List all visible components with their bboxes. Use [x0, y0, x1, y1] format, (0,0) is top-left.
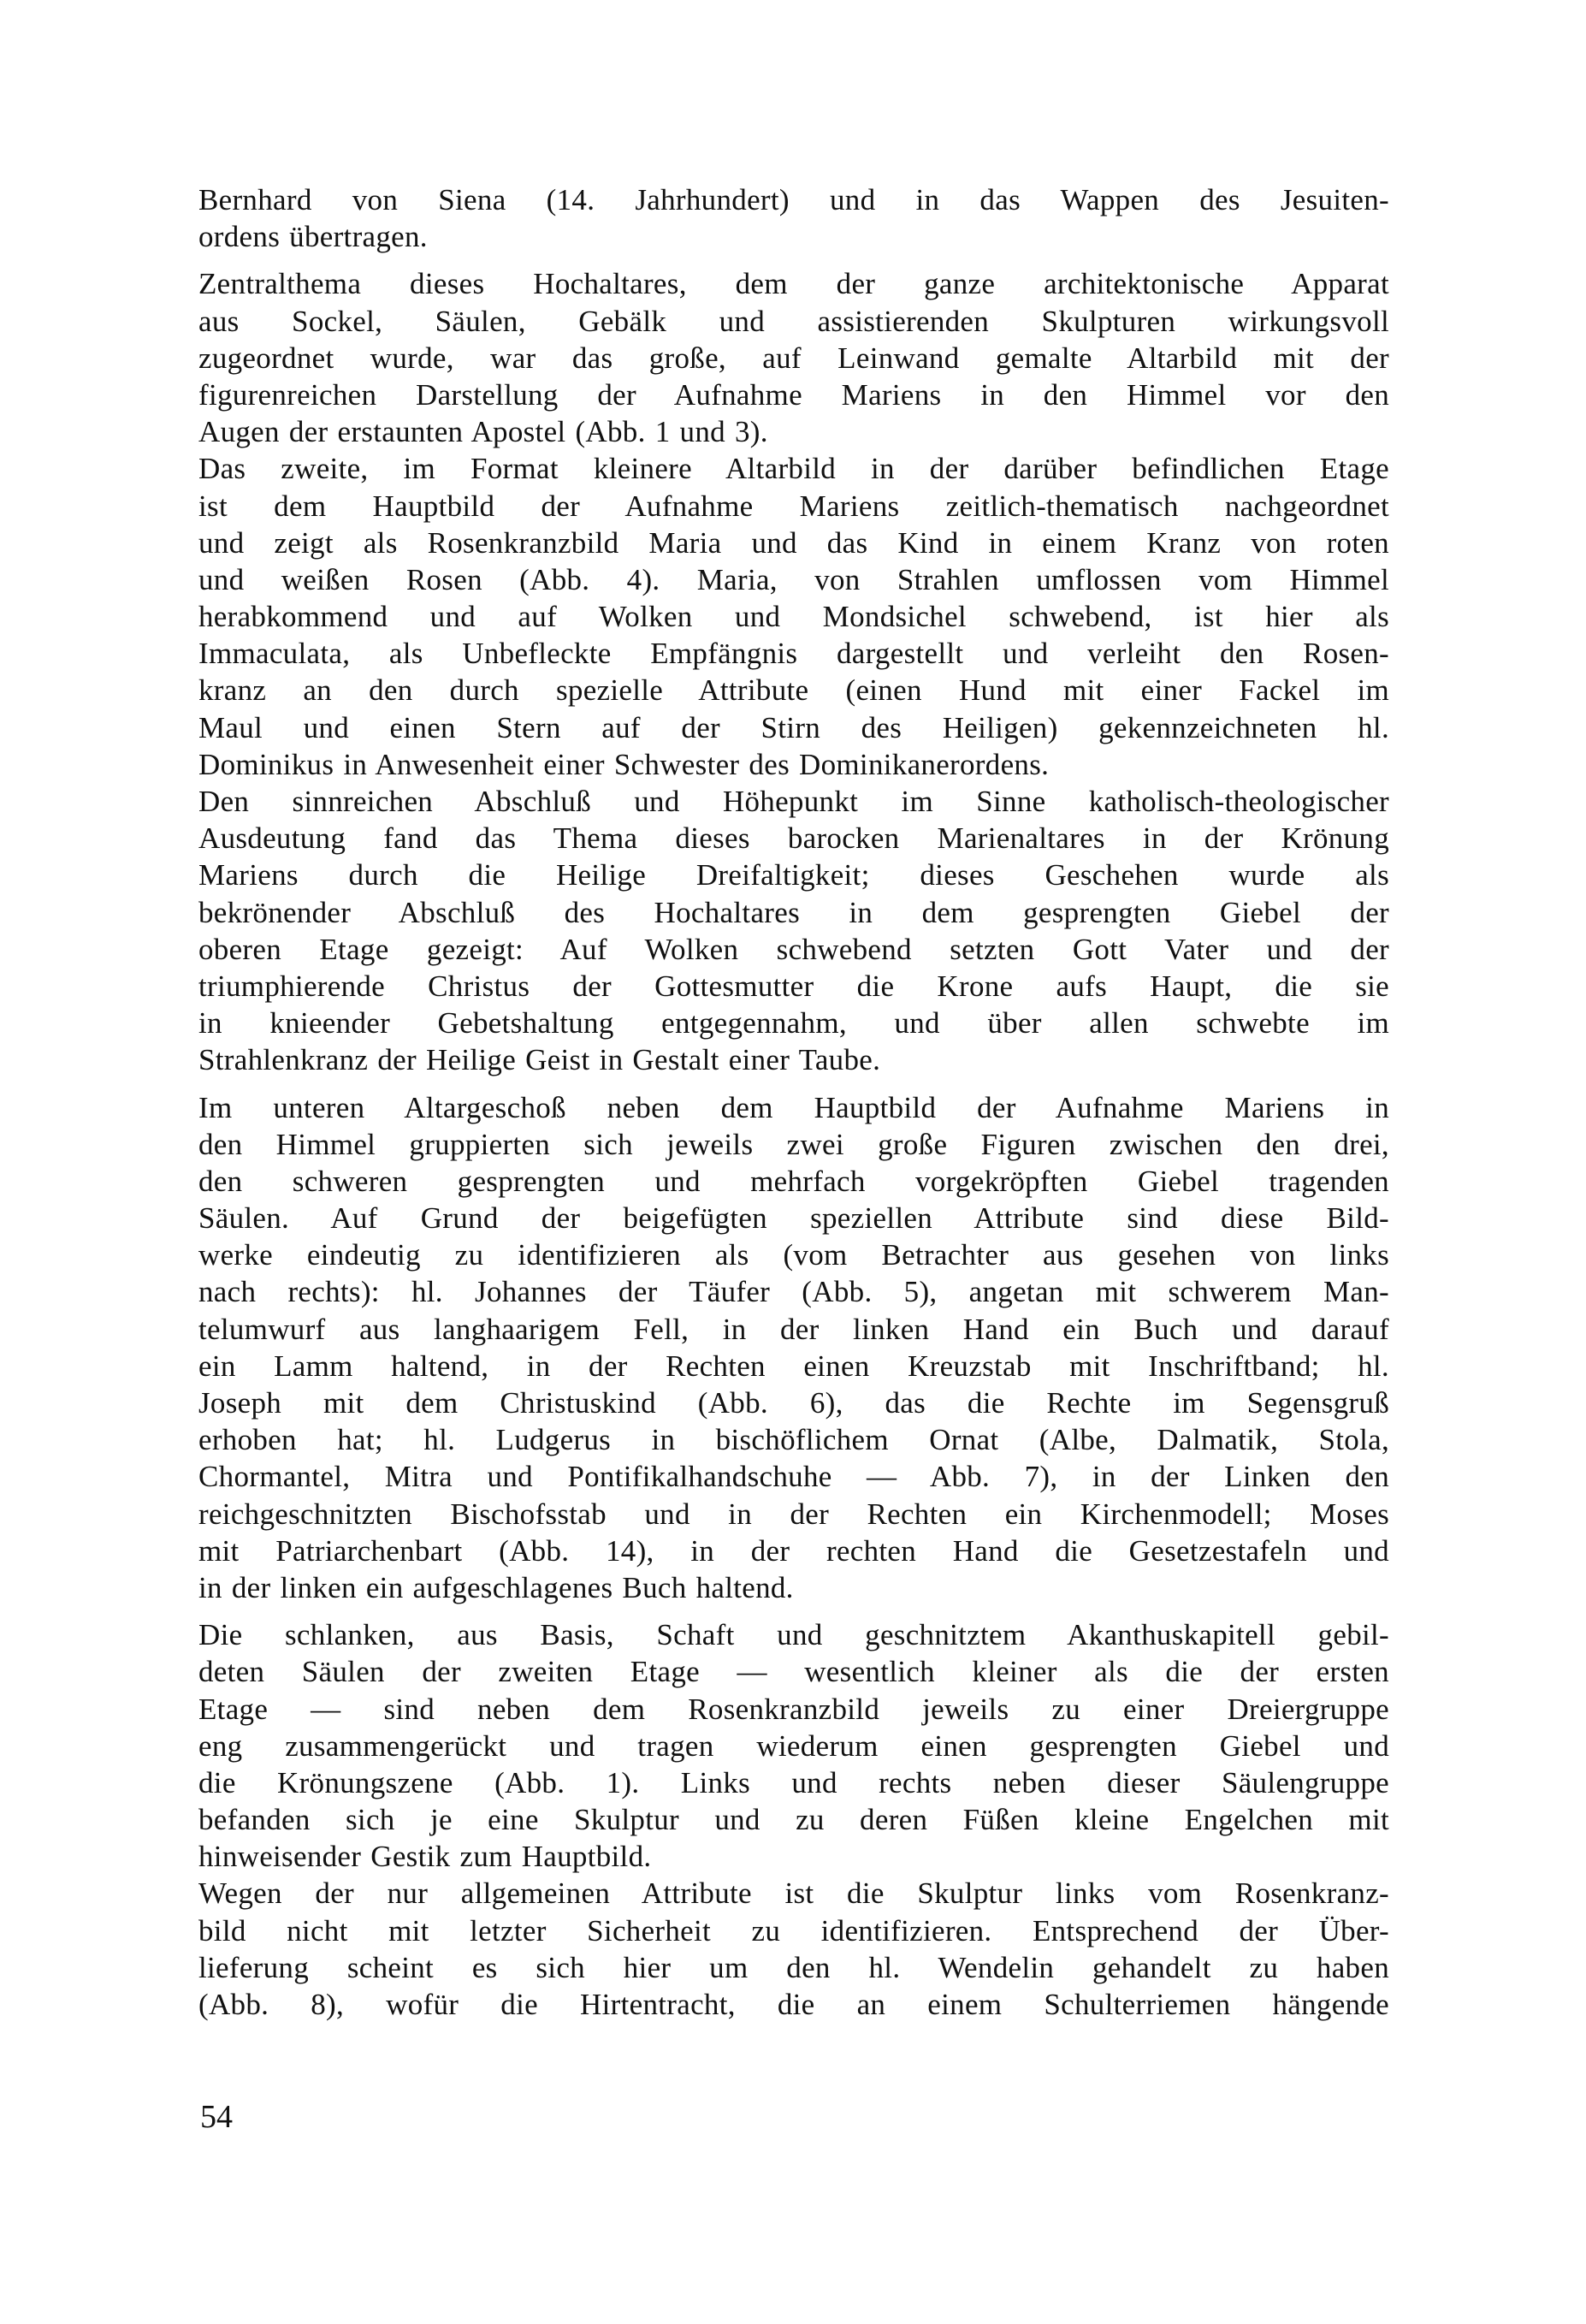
paragraph-6 [198, 1616, 1389, 1875]
text-line: Den sinnreichen Abschluß und Höhepunkt im Sinne katholisch-theologischer [198, 785, 1389, 818]
paragraph-3 [198, 450, 1389, 783]
text-line: Zentralthema dieses Hochaltares, dem der ganze architektonische Apparat [198, 267, 1389, 301]
text-line: und zeigt als Rosenkranzbild Maria und das Kind in einem Kranz von roten [198, 525, 1389, 560]
text-line: die Krönungszene (Abb. 1). Links und rechts neben dieser Säulengruppe [198, 1765, 1389, 1799]
text-line: Wegen der nur allgemeinen Attribute ist die Skulptur links vom Rosenkranz- [198, 1876, 1389, 1911]
text-line: in der linken ein aufgeschlagenes Buch haltend. [198, 1570, 794, 1604]
text-line: werke eindeutig zu identifizieren als (vom Betrachter aus gesehen von links [198, 1238, 1389, 1272]
text-line: Strahlenkranz der Heilige Geist in Gestalt einer Taube. [198, 1043, 881, 1077]
text-line: Dominikus in Anwesenheit einer Schwester des Dominikanerordens. [198, 747, 1050, 781]
text-line: bekrönender Abschluß des Hochaltares in dem gesprengten Giebel der [198, 895, 1389, 929]
paragraph-4 [198, 783, 1389, 1079]
text-line: Säulen. Auf Grund der beigefügten speziellen Attribute sind diese Bild- [198, 1201, 1389, 1236]
text-line: (Abb. 8), wofür die Hirtentracht, die an einem Schulterriemen hängende [198, 1988, 1389, 2021]
text-line: kranz an den durch spezielle Attribute (einen Hund mit einer Fackel im [198, 673, 1389, 708]
text-line: und weißen Rosen (Abb. 4). Maria, von Strahlen umflossen vom Himmel [198, 562, 1389, 596]
text-line: ordens übertragen. [198, 220, 428, 254]
paragraph-5 [198, 1089, 1389, 1607]
text-line: in knieender Gebetshaltung entgegennahm, und über allen schwebte im [198, 1006, 1389, 1040]
text-line: Die schlanken, aus Basis, Schaft und geschnitztem Akanthuskapitell gebil- [198, 1618, 1389, 1652]
text-line: den schweren gesprengten und mehrfach vorgekröpften Giebel tragenden [198, 1164, 1389, 1198]
text-line: Joseph mit dem Christuskind (Abb. 6), das die Rechte im Segensgruß [198, 1386, 1389, 1420]
text-line: Im unteren Altargeschoß neben dem Hauptbild der Aufnahme Mariens in [198, 1090, 1389, 1124]
body-text [198, 181, 1389, 2023]
text-line: deten Säulen der zweiten Etage — wesentlich kleiner als die der ersten [198, 1655, 1389, 1689]
text-line: Chormantel, Mitra und Pontifikalhandschuhe — Abb. 7), in der Linken den [198, 1460, 1389, 1494]
text-line: zugeordnet wurde, war das große, auf Leinwand gemalte Altarbild mit der [198, 341, 1389, 375]
text-line: Etage — sind neben dem Rosenkranzbild jeweils zu einer Dreiergruppe [198, 1692, 1389, 1726]
text-line: Mariens durch die Heilige Dreifaltigkeit; dieses Geschehen wurde als [198, 858, 1389, 892]
text-line: reichgeschnitzten Bischofsstab und in der Rechten ein Kirchenmodell; Moses [198, 1497, 1389, 1531]
text-line: nach rechts): hl. Johannes der Täufer (Abb. 5), angetan mit schwerem Man- [198, 1275, 1389, 1309]
text-line: Ausdeutung fand das Thema dieses barocken Marienaltares in der Krönung [198, 821, 1389, 856]
text-line: Augen der erstaunten Apostel (Abb. 1 und 3). [198, 415, 768, 449]
text-line: eng zusammengerückt und tragen wiederum einen gesprengten Giebel und [198, 1728, 1389, 1763]
text-line: erhoben hat; hl. Ludgerus in bischöflichem Ornat (Albe, Dalmatik, Stola, [198, 1423, 1389, 1457]
text-line: aus Sockel, Säulen, Gebälk und assistierenden Skulpturen wirkungsvoll [198, 304, 1389, 338]
text-line: telumwurf aus langhaarigem Fell, in der linken Hand ein Buch und darauf [198, 1312, 1389, 1346]
paragraph-2 [198, 265, 1389, 450]
text-line: befanden sich je eine Skulptur und zu deren Füßen kleine Engelchen mit [198, 1803, 1389, 1837]
text-line: mit Patriarchenbart (Abb. 14), in der rechten Hand die Gesetzestafeln und [198, 1533, 1389, 1568]
text-line: oberen Etage gezeigt: Auf Wolken schwebend setzten Gott Vater und der [198, 932, 1389, 966]
text-line: ist dem Hauptbild der Aufnahme Mariens zeitlich-thematisch nachgeordnet [198, 489, 1389, 523]
text-line: Das zweite, im Format kleinere Altarbild in der darüber befindlichen Etage [198, 452, 1389, 486]
text-line: herabkommend und auf Wolken und Mondsichel schwebend, ist hier als [198, 600, 1389, 634]
text-line: hinweisender Gestik zum Hauptbild. [198, 1840, 652, 1874]
paragraph-1 [198, 181, 1389, 255]
text-line: triumphierende Christus der Gottesmutter die Krone aufs Haupt, die sie [198, 969, 1389, 1003]
text-line: lieferung scheint es sich hier um den hl. Wendelin gehandelt zu haben [198, 1950, 1389, 1984]
page-number: 54 [200, 2099, 233, 2135]
text-line: Immaculata, als Unbefleckte Empfängnis dargestellt und verleiht den Rosen- [198, 637, 1389, 671]
text-line: figurenreichen Darstellung der Aufnahme Mariens in den Himmel vor den [198, 377, 1389, 412]
text-line: Maul und einen Stern auf der Stirn des Heiligen) gekennzeichneten hl. [198, 710, 1389, 744]
text-line: Bernhard von Siena (14. Jahrhundert) und in das Wappen des Jesuiten- [198, 183, 1389, 216]
text-line: bild nicht mit letzter Sicherheit zu identifizieren. Entsprechend der Über- [198, 1913, 1389, 1948]
text-line: ein Lamm haltend, in der Rechten einen Kreuzstab mit Inschriftband; hl. [198, 1349, 1389, 1383]
text-line: den Himmel gruppierten sich jeweils zwei große Figuren zwischen den drei, [198, 1127, 1389, 1161]
paragraph-7 [198, 1875, 1389, 2023]
